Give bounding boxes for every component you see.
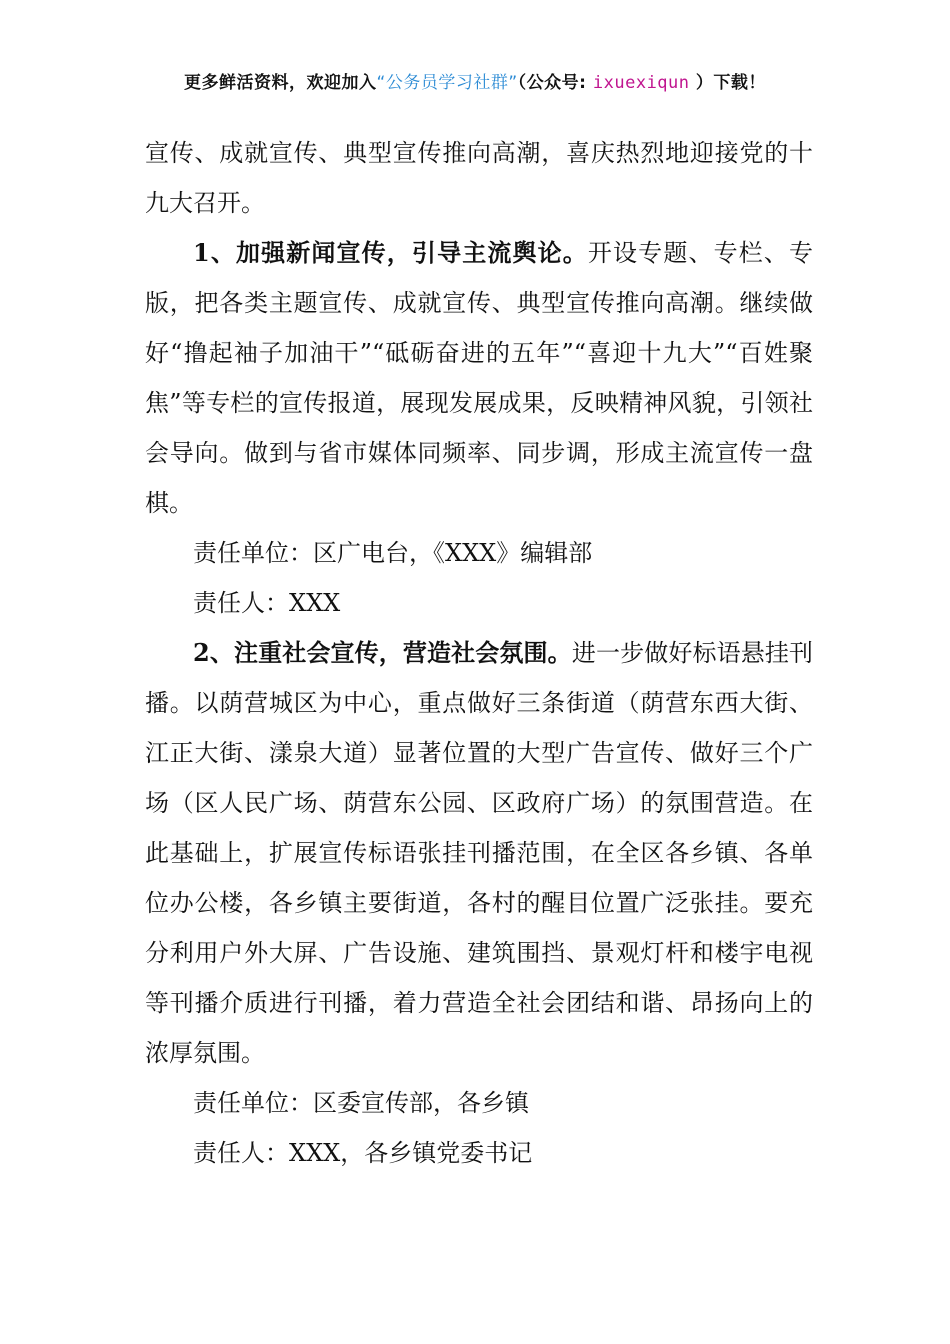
section1-responsible-person: 责任人：XXX bbox=[193, 589, 341, 617]
section2-paragraph bbox=[145, 628, 813, 1078]
section1-text: 开设专题、专栏、专版，把各类主题宣传、成就宣传、典型宣传推向高潮。继续做好“撸起袖子加油干”“砥砺奋进的五年”“喜迎十九大”“百姓聚焦”等专栏的宣传报道，展现发展成果，反映精神风貌，引领社会导向。做到与省市媒体同频率、同步调，形成主流宣传一盘棋。 bbox=[145, 239, 814, 517]
download-banner bbox=[0, 68, 950, 93]
banner-prefix: 更多鲜活资料，欢迎加入 bbox=[184, 73, 377, 93]
section2-text: 进一步做好标语悬挂刊播。以荫营城区为中心，重点做好三条街道（荫营东西大街、江正大街、漾泉大道）显著位置的大型广告宣传、做好三个广场（区人民广场、荫营东公园、区政府广场）的氛围营造。在此基础上，扩展宣传标语张挂刊播范围，在全区各乡镇、各单位办公楼，各乡镇主要街道，各村的醒目位置广泛张挂。要充分利用户外大屏、广告设施、建筑围挡、景观灯杆和楼宇电视等刊播介质进行刊播，着力营造全社会团结和谐、昂扬向上的浓厚氛围。 bbox=[145, 639, 813, 1067]
section2-heading: 2、注重社会宣传，营造社会氛围。 bbox=[193, 638, 572, 667]
banner-account-id: ixuexiqun bbox=[592, 73, 690, 93]
intro-paragraph: 宣传、成就宣传、典型宣传推向高潮，喜庆热烈地迎接党的十九大召开。 bbox=[145, 139, 813, 217]
banner-suffix: ）下载！ bbox=[689, 73, 766, 93]
section2-responsible-unit: 责任单位：区委宣传部，各乡镇 bbox=[193, 1089, 529, 1117]
section2-responsible-person: 责任人：XXX，各乡镇党委书记 bbox=[193, 1139, 533, 1167]
section1-heading: 1、加强新闻宣传，引导主流舆论。 bbox=[193, 238, 588, 267]
banner-account-open: （公众号: bbox=[517, 73, 593, 93]
document-body bbox=[145, 128, 813, 1178]
section1-paragraph bbox=[145, 228, 813, 528]
section1-responsible-unit: 责任单位：区广电台，《XXX》编辑部 bbox=[193, 539, 593, 567]
banner-group-name: “公务员学习社群” bbox=[376, 73, 518, 93]
